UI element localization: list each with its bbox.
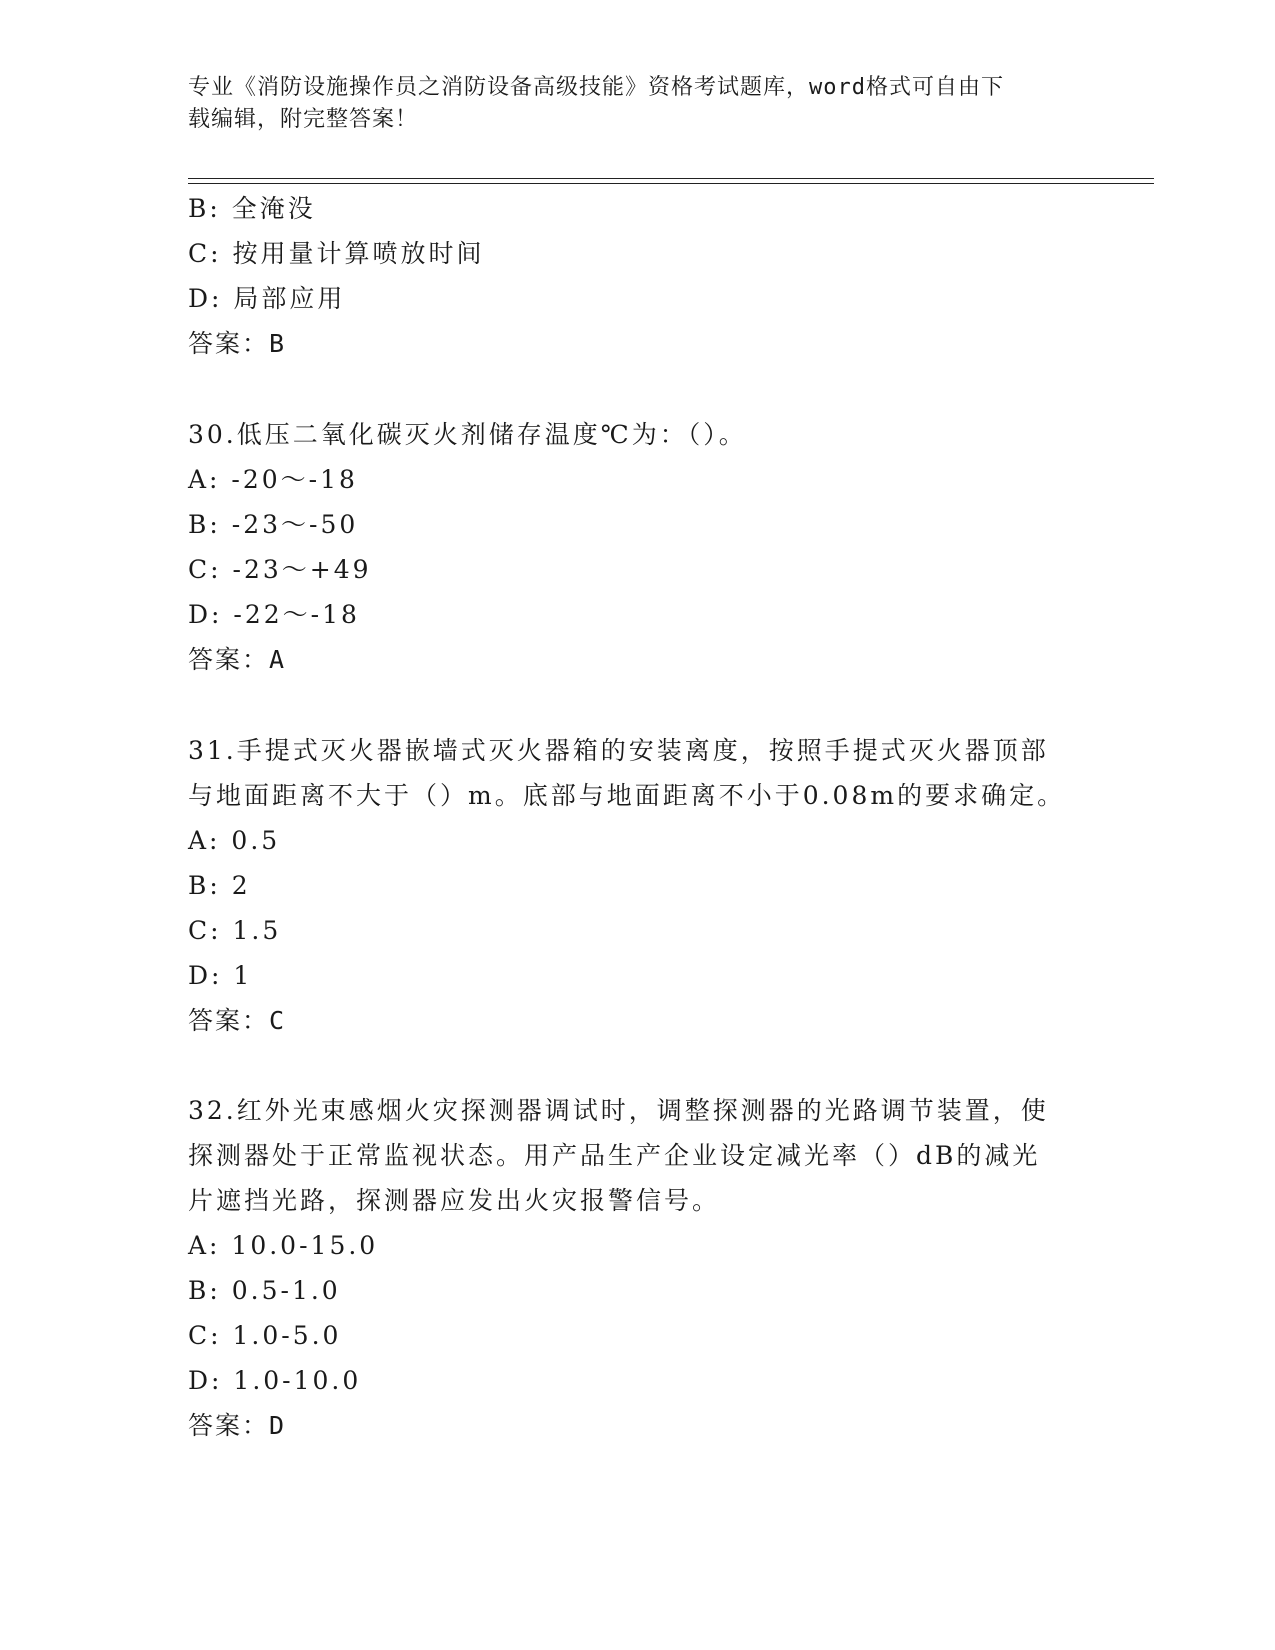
q32-option-b: B: 0.5-1.0 <box>188 1276 341 1305</box>
q32-stem-line-2: 探测器处于正常监视状态。用产品生产企业设定减光率（）dB的减光 <box>188 1141 1041 1170</box>
q31-stem-line-2: 与地面距离不大于（）m。底部与地面距离不小于0.08m的要求确定。 <box>188 781 1066 810</box>
q29-option-c: C: 按用量计算喷放时间 <box>188 239 485 268</box>
q29-answer: 答案：B <box>188 329 287 358</box>
q32-stem-line-3: 片遮挡光路，探测器应发出火灾报警信号。 <box>188 1186 721 1215</box>
q32-option-a: A: 10.0-15.0 <box>188 1231 379 1260</box>
q32-stem-line-1: 32.红外光束感烟火灾探测器调试时，调整探测器的光路调节装置，使 <box>188 1096 1049 1125</box>
q31-answer: 答案：C <box>188 1006 287 1035</box>
header-line-2: 载编辑，附完整答案！ <box>188 107 419 132</box>
q32-answer: 答案：D <box>188 1411 287 1440</box>
q30-option-d: D: -22～-18 <box>188 600 360 629</box>
q31-option-d: D: 1 <box>188 961 253 990</box>
header-line-1: 专业《消防设施操作员之消防设备高级技能》资格考试题库，word格式可自由下 <box>188 75 1004 100</box>
header-divider-top <box>188 178 1154 179</box>
q30-option-a: A: -20～-18 <box>188 465 358 494</box>
q30-answer: 答案：A <box>188 645 287 674</box>
q30-option-c: C: -23～+49 <box>188 555 372 584</box>
q32-option-d: D: 1.0-10.0 <box>188 1366 362 1395</box>
document-header <box>188 72 1068 136</box>
q31-option-c: C: 1.5 <box>188 916 282 945</box>
header-divider-bottom <box>188 183 1154 184</box>
q31-stem-line-1: 31.手提式灭火器嵌墙式灭火器箱的安装离度，按照手提式灭火器顶部 <box>188 736 1049 765</box>
q30-stem: 30.低压二氧化碳灭火剂储存温度℃为：（）。 <box>188 420 747 449</box>
q32-option-c: C: 1.0-5.0 <box>188 1321 342 1350</box>
q29-option-b: B: 全淹没 <box>188 194 316 223</box>
q31-option-b: B: 2 <box>188 871 251 900</box>
q29-option-d: D: 局部应用 <box>188 284 346 313</box>
q30-option-b: B: -23～-50 <box>188 510 359 539</box>
q31-option-a: A: 0.5 <box>188 826 281 855</box>
